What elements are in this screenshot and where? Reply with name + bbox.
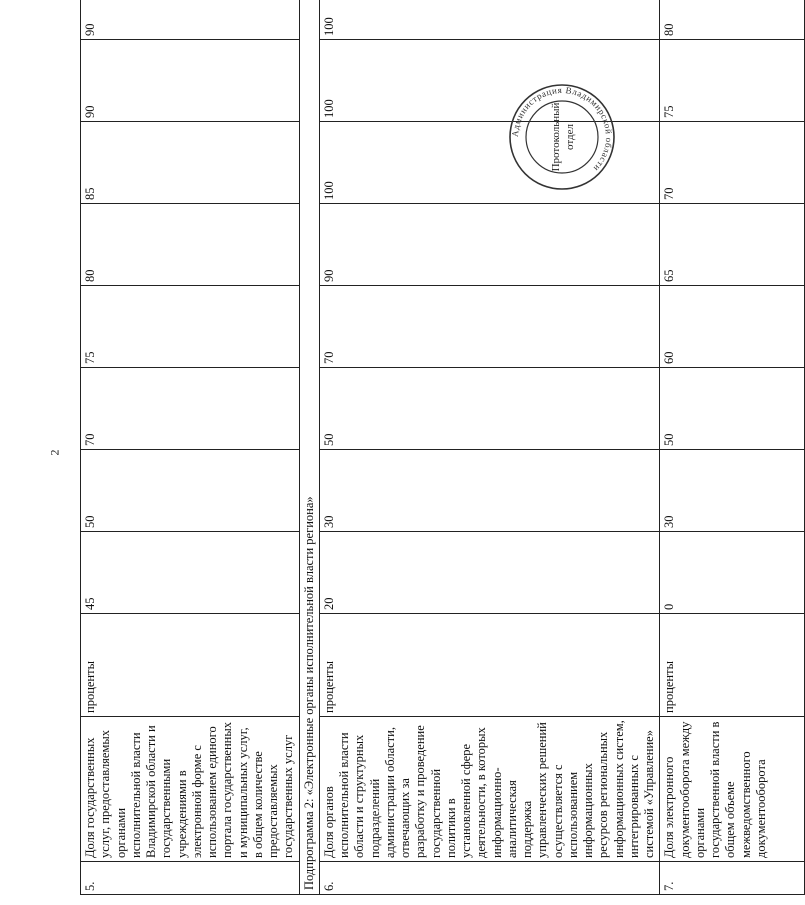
table-row [81, 0, 300, 895]
value-cell: 50 [81, 450, 300, 532]
value-cell: 80 [81, 204, 300, 286]
value-cell: 65 [660, 204, 805, 286]
stamp-outer-text: Администрация Владимирской области [509, 84, 615, 174]
value-cell: 50 [319, 368, 660, 450]
subprogram-title: Подпрограмма 2: «Электронные органы исполнительной власти региона» [299, 0, 319, 895]
stamp-inner-line2: отдел [564, 124, 576, 150]
unit-cell: проценты [319, 614, 660, 717]
value-cell: 100 [319, 0, 660, 40]
value-cell: 70 [660, 122, 805, 204]
indicator-name: Доля государственных услуг, предоставляемых органами исполнительной власти Владимирской области и государственными учреждениями в электронной форме с использованием единого портала государственных и муниципальных услуг, в общем количестве предоставляемых государственных услуг [81, 717, 300, 862]
value-cell: 75 [81, 286, 300, 368]
page-number: 2 [47, 449, 62, 456]
value-cell: 50 [660, 368, 805, 450]
value-cell: 90 [319, 204, 660, 286]
subprogram-row [299, 0, 319, 895]
value-cell: 75 [660, 40, 805, 122]
unit-cell: проценты [81, 614, 300, 717]
value-cell: 0 [660, 532, 805, 614]
indicator-name: Доля электронного документооборота между органами государственной власти в общем объеме межведомственного документооборота [660, 717, 805, 862]
value-cell: 100 [319, 40, 660, 122]
indicator-name: Доля органов исполнительной власти области и структурных подразделений администрации области, отвечающих за разработку и проведение государственной политики в установленной сфере деятельности, в которых информационно-аналитическая поддержка управленческих решений осуществляется с использованием информационных ресурсов региональных информационных систем, интегрированных с системой «Управление» [319, 717, 660, 862]
value-cell: 85 [81, 122, 300, 204]
row-number: 7. [660, 862, 805, 895]
row-number: 5. [81, 862, 300, 895]
value-cell: 90 [81, 0, 300, 40]
value-cell: 20 [319, 532, 660, 614]
value-cell: 90 [81, 40, 300, 122]
value-cell: 80 [660, 0, 805, 40]
official-stamp [507, 82, 617, 192]
indicators-table [80, 0, 805, 895]
row-number: 6. [319, 862, 660, 895]
value-cell: 70 [81, 368, 300, 450]
unit-cell: проценты [660, 614, 805, 717]
table-row [660, 0, 805, 895]
value-cell: 70 [319, 286, 660, 368]
value-cell: 30 [660, 450, 805, 532]
value-cell: 100 [319, 122, 660, 204]
value-cell: 45 [81, 532, 300, 614]
value-cell: 60 [660, 286, 805, 368]
stamp-inner-line1: Протокольный [550, 102, 562, 172]
value-cell: 30 [319, 450, 660, 532]
